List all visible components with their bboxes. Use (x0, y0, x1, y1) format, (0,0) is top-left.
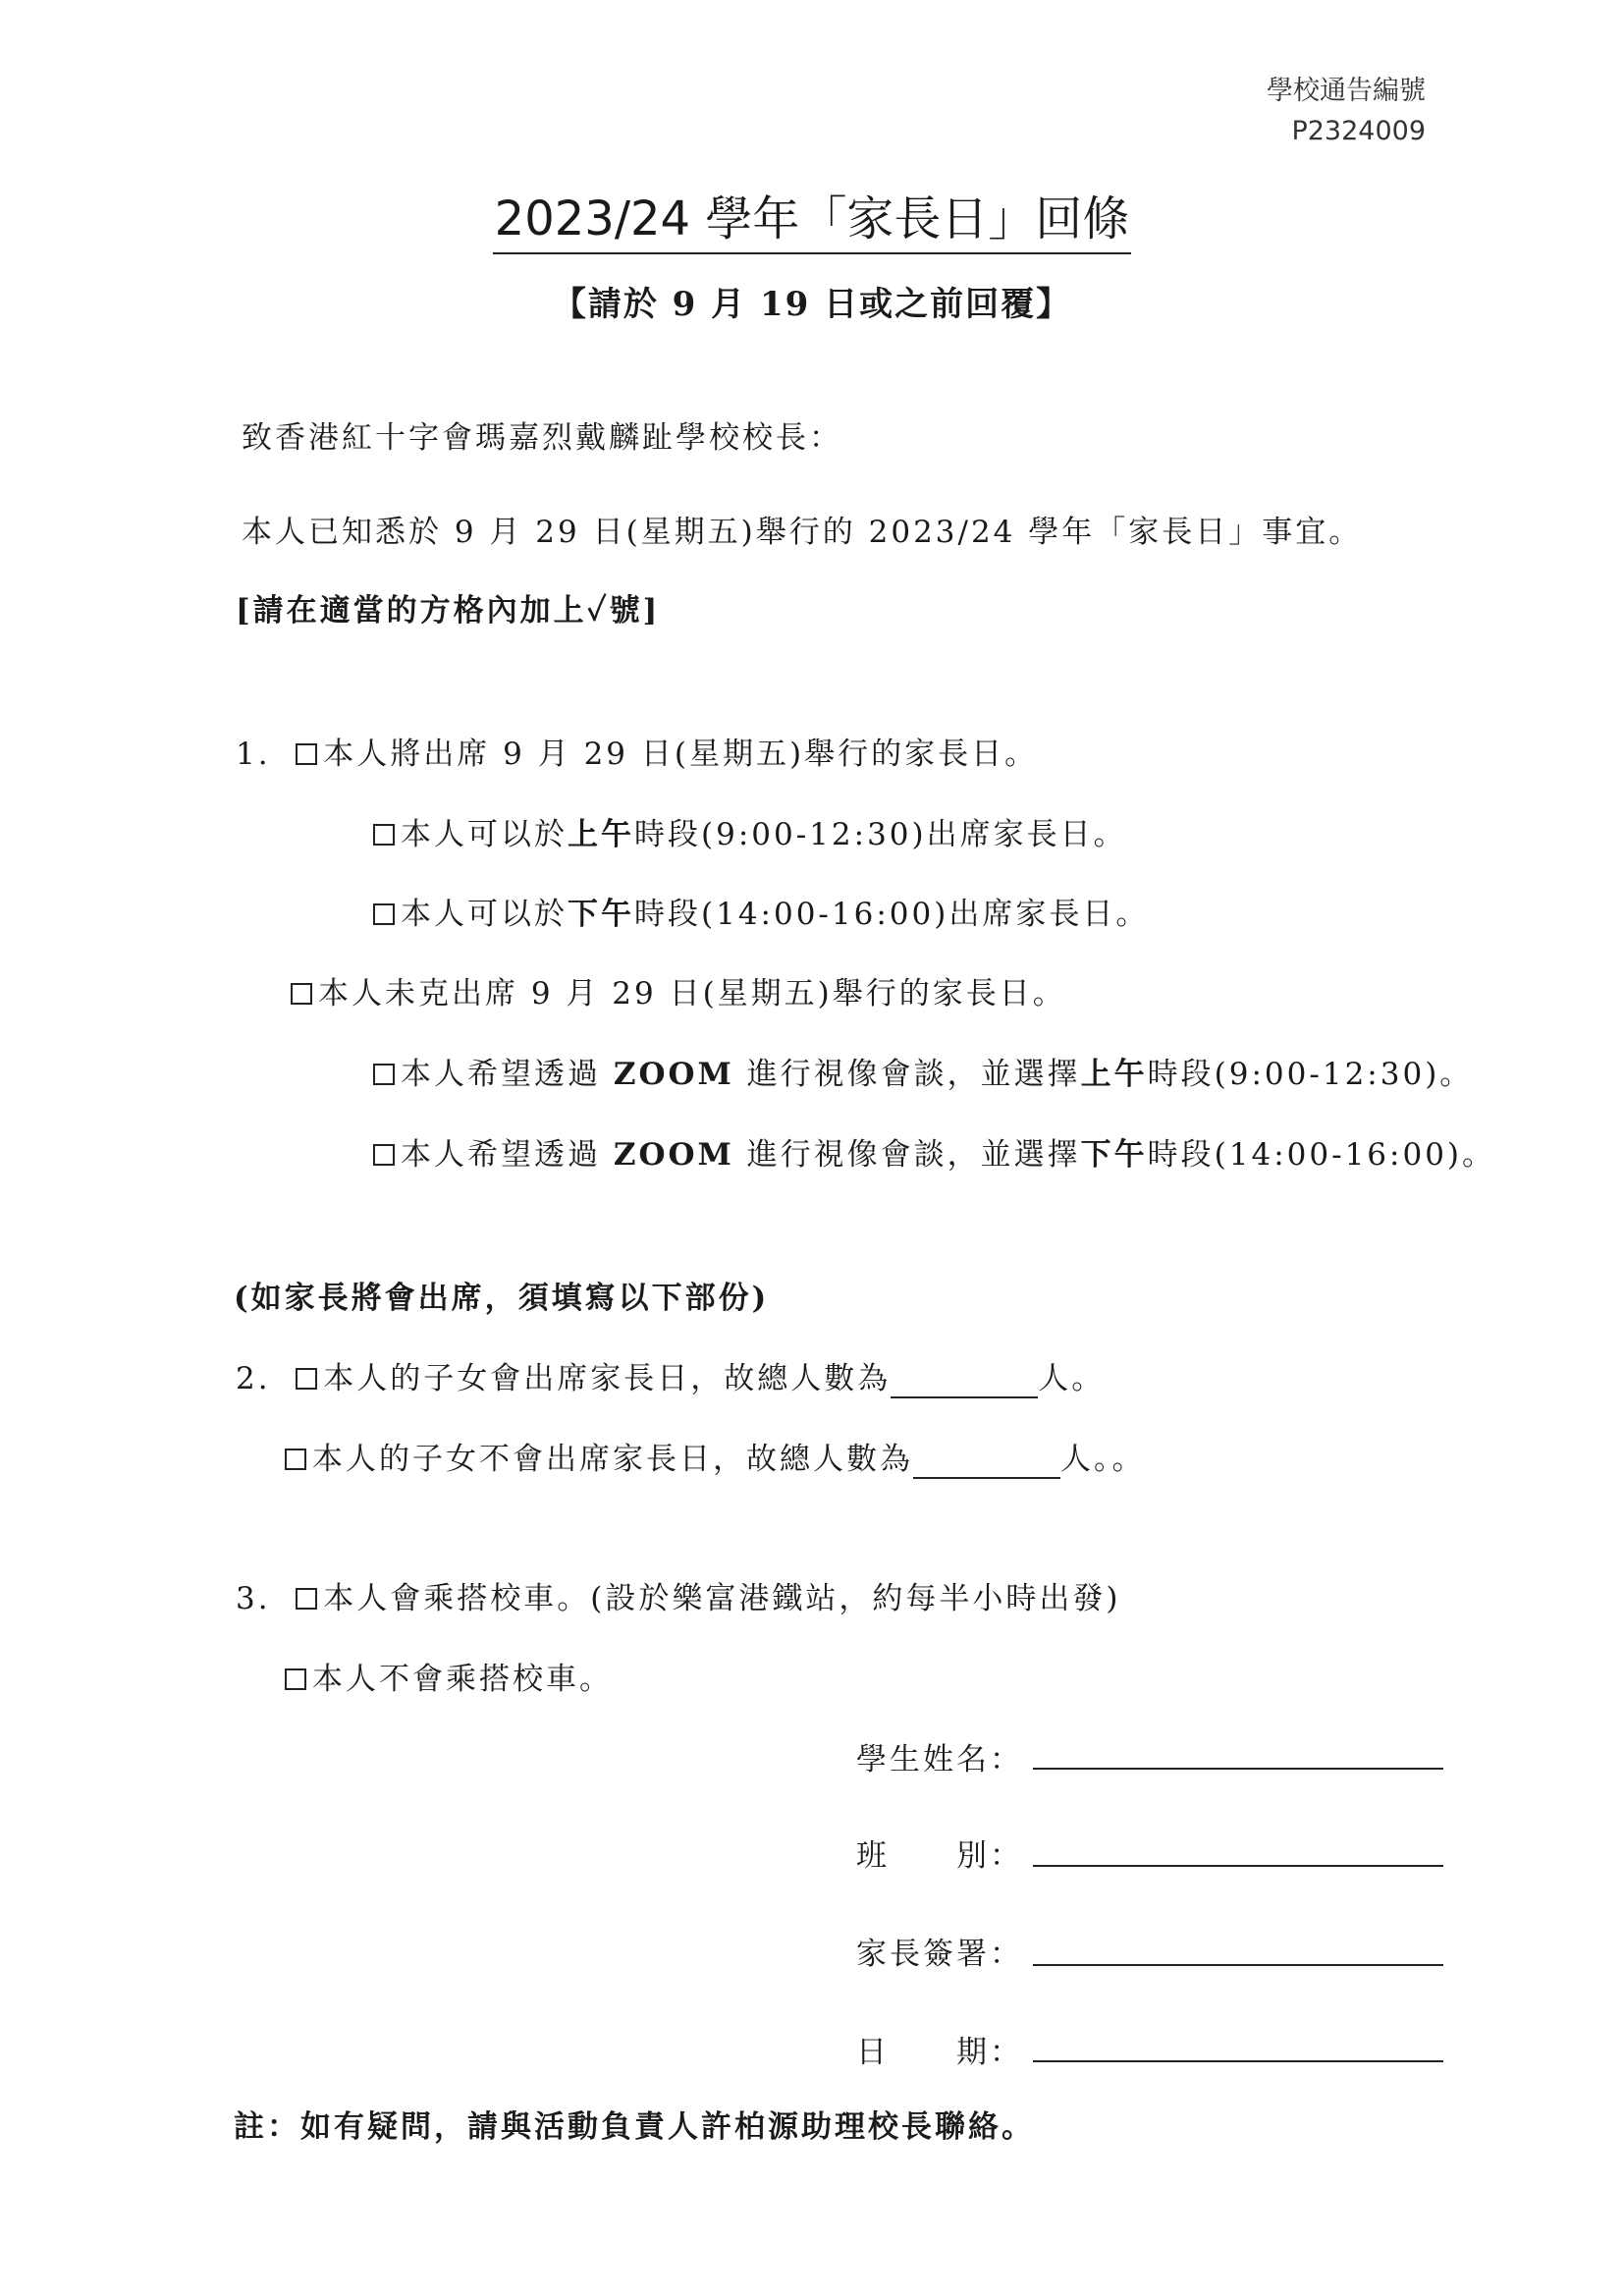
q1-number: 1. (236, 737, 271, 772)
q3-number: 3. (236, 1581, 271, 1616)
with-child-checkbox[interactable] (296, 1368, 317, 1390)
q2-number: 2. (236, 1361, 271, 1396)
attend-checkbox[interactable] (296, 743, 317, 765)
reply-deadline: 【請於 9 月 19 日或之前回覆】 (552, 285, 1072, 324)
student-name-field[interactable] (1033, 1768, 1443, 1770)
take-bus-checkbox[interactable] (296, 1588, 317, 1610)
addressee: 致香港紅十字會瑪嘉烈戴麟趾學校校長： (242, 420, 842, 456)
attend-am-checkbox[interactable] (373, 824, 395, 846)
instruction: [請在適當的方格內加上✓號] (236, 593, 661, 629)
zoom-pm-checkbox[interactable] (373, 1144, 395, 1166)
q1-zoom-pm-row: 本人希望透過 ZOOM 進行視像會談，並選擇下午時段(14:00-16:00)。 (373, 1129, 1495, 1174)
parent-signature-field[interactable] (1033, 1964, 1443, 1966)
class-field[interactable] (1033, 1865, 1443, 1867)
parent-signature-label: 家長簽署： (856, 1937, 1023, 1972)
class-label: 班 別： (856, 1838, 1023, 1874)
not-attend-label: 本人未克出席 9 月 29 日(星期五)舉行的家長日。 (318, 976, 1066, 1011)
q2-without-child-row: 本人的子女不會出席家長日，故總人數為 人。。 (285, 1434, 1146, 1479)
with-child-count-field[interactable] (891, 1361, 1038, 1398)
without-child-count-field[interactable] (913, 1442, 1060, 1479)
q1-zoom-am-row: 本人希望透過 ZOOM 進行視像會談，並選擇上午時段(9:00-12:30)。 (373, 1049, 1473, 1093)
q1-am-row: 本人可以於上午時段(9:00-12:30)出席家長日。 (373, 809, 1127, 853)
q3-no-bus-row: 本人不會乘搭校車。 (285, 1654, 613, 1698)
contact-note: 註：如有疑問，請與活動負責人許柏源助理校長聯絡。 (234, 2109, 1035, 2145)
without-child-checkbox[interactable] (285, 1449, 306, 1470)
q3-take-bus-row: 3. 本人會乘搭校車。(設於樂富港鐵站，約每半小時出發) (236, 1581, 1121, 1616)
date-field[interactable] (1033, 2060, 1443, 2062)
q1-attend-row (236, 729, 1038, 773)
attend-pm-checkbox[interactable] (373, 903, 395, 925)
date-label: 日 期： (856, 2035, 1023, 2070)
not-attend-checkbox[interactable] (291, 983, 312, 1005)
acknowledgement: 本人已知悉於 9 月 29 日(星期五)舉行的 2023/24 學年「家長日」事宜。 (242, 515, 1363, 550)
q1-pm-row: 本人可以於下午時段(14:00-16:00)出席家長日。 (373, 889, 1149, 933)
attend-label: 本人將出席 9 月 29 日(星期五)舉行的家長日。 (323, 737, 1039, 772)
q2-section-note: (如家長將會出席，須填寫以下部份) (234, 1281, 770, 1316)
notice-number-label: 學校通告編號 (1267, 76, 1426, 106)
q2-with-child-row: 2. 本人的子女會出席家長日，故總人數為 人。 (236, 1361, 1106, 1396)
zoom-am-checkbox[interactable] (373, 1064, 395, 1085)
no-bus-checkbox[interactable] (285, 1668, 306, 1690)
student-name-label: 學生姓名： (856, 1742, 1023, 1777)
notice-number: P2324009 (1291, 116, 1426, 146)
q1-not-attend-row (291, 968, 1066, 1012)
page-title: 2023/24 學年「家長日」回條 (0, 181, 1624, 254)
